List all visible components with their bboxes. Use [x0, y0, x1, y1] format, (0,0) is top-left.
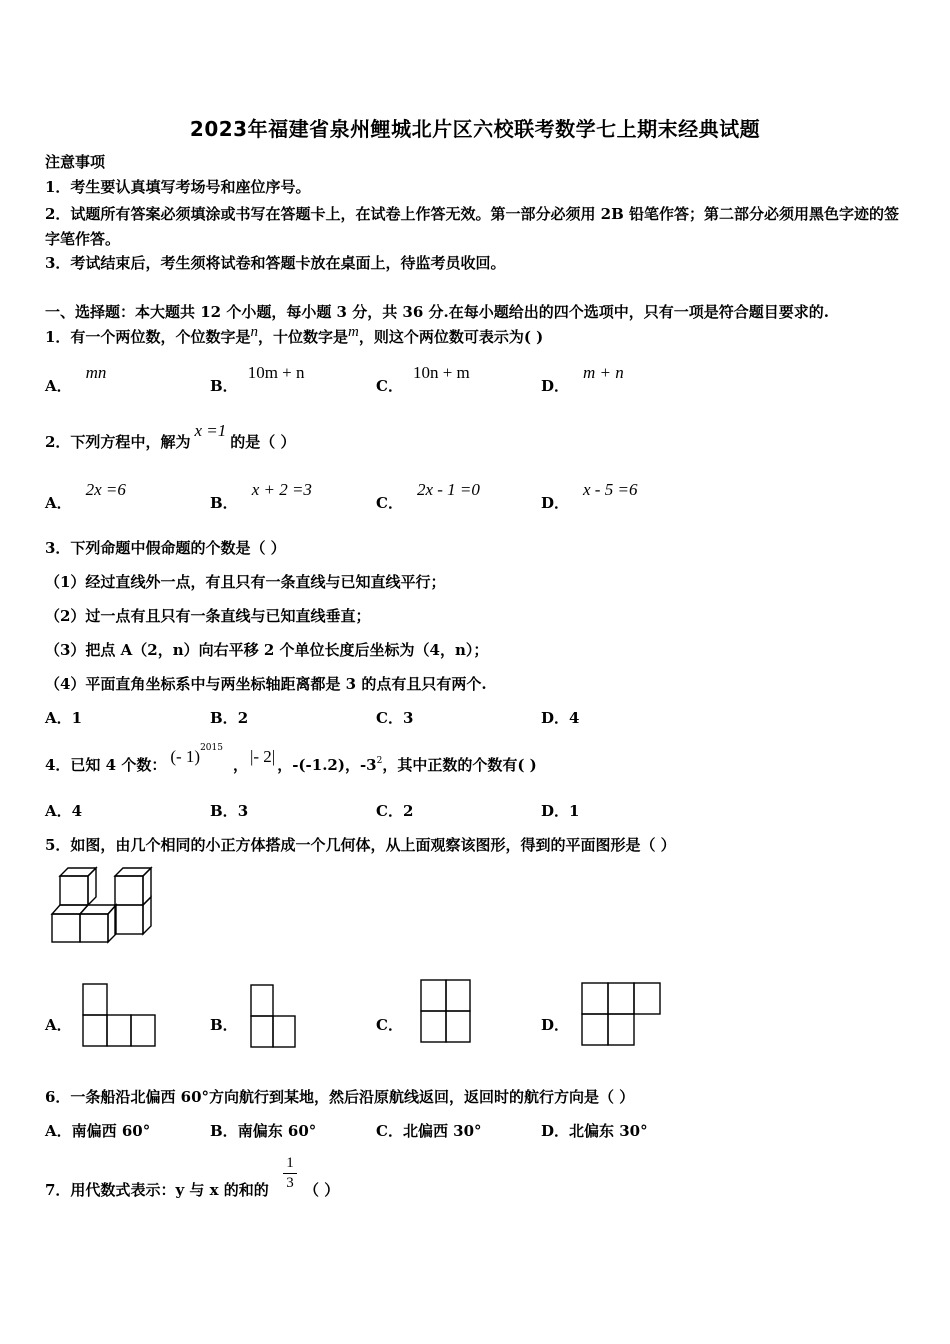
- fraction-denominator: 3: [286, 1175, 294, 1191]
- q4-expr-abs: |- 2|: [249, 747, 276, 766]
- section-heading: 一、选择题：本大题共 12 个小题，每小题 3 分，共 36 分.在每小题给出的四个选项中，只有一项是符合题目要求的.: [45, 303, 829, 321]
- option-value: 2: [237, 709, 249, 727]
- q6-option-a[interactable]: [45, 1121, 150, 1141]
- question-6-stem: 6．一条船沿北偏西 60°方向航行到某地，然后沿原航线返回，返回时的航行方向是（ ）: [45, 1088, 635, 1106]
- q4-exponent: 2015: [200, 743, 223, 753]
- question-3-stem: 3．下列命题中假命题的个数是（ ）: [45, 539, 286, 557]
- option-expr: 10m + n: [247, 363, 305, 382]
- option-label: B．: [210, 709, 238, 727]
- option-label: B．: [210, 1016, 238, 1034]
- option-label: B．: [210, 802, 238, 820]
- notice-heading: 注意事项: [45, 153, 106, 171]
- q5-option-d[interactable]: [541, 1015, 569, 1035]
- option-label: D．: [541, 1016, 570, 1034]
- q3-option-b[interactable]: [210, 708, 248, 728]
- option-label: C．: [376, 494, 403, 512]
- option-expr: 2x - 1 =0: [416, 480, 480, 499]
- q1-text-c: ，则这个两位数可表示为( ): [358, 328, 544, 346]
- notice-item-1: 1．考生要认真填写考场号和座位序号。: [45, 178, 311, 196]
- q7-blank: （ ）: [304, 1181, 340, 1199]
- q2-option-b[interactable]: [210, 479, 312, 512]
- option-label: D．: [541, 709, 570, 727]
- q1-option-d[interactable]: [541, 362, 624, 395]
- q4-square: 2: [376, 756, 383, 766]
- q5-option-c[interactable]: [376, 1015, 403, 1035]
- q6-option-d[interactable]: [541, 1121, 648, 1141]
- q3-option-d[interactable]: [541, 708, 579, 728]
- q4-option-a[interactable]: [45, 801, 82, 821]
- option-label: A．: [45, 1122, 72, 1140]
- option-label: B．: [210, 1122, 238, 1140]
- option-label: C．: [376, 1122, 403, 1140]
- option-label: A．: [45, 802, 72, 820]
- option-label: A．: [45, 709, 72, 727]
- q3-item-3: （3）把点 A（2，n）向右平移 2 个单位长度后坐标为（4，n）；: [45, 641, 489, 659]
- option-value: 北偏东 30°: [569, 1122, 648, 1140]
- option-expr: 10n + m: [412, 363, 470, 382]
- option-value: 1: [569, 802, 580, 820]
- q5-option-b[interactable]: [210, 1015, 238, 1035]
- notice-item-2: 2．试题所有答案必须填涂或书写在答题卡上，在试卷上作答无效。第一部分必须用 2B 铅笔作答；第二部分必须用黑色字迹的签字笔作答。: [45, 205, 900, 248]
- q1-text-b: ，十位数字是: [257, 328, 348, 346]
- q5-option-d-figure: [580, 981, 664, 1047]
- page-title: 2023年福建省泉州鲤城北片区六校联考数学七上期末经典试题: [189, 117, 761, 141]
- option-expr: m + n: [583, 363, 624, 382]
- q1-var-n: n: [250, 324, 258, 340]
- q1-var-m: m: [347, 324, 359, 340]
- option-expr: x + 2 =3: [251, 480, 312, 499]
- option-value: 4: [71, 802, 83, 820]
- question-7-stem: [45, 1180, 269, 1200]
- option-value: 3: [237, 802, 249, 820]
- q2-text-a: 2．下列方程中，解为: [45, 433, 191, 451]
- option-expr: mn: [85, 363, 107, 382]
- option-value: 南偏西 60°: [71, 1122, 151, 1140]
- q4-option-b[interactable]: [210, 801, 248, 821]
- option-value: 2: [402, 802, 414, 820]
- q7-fraction: [283, 1155, 297, 1192]
- option-label: C．: [376, 802, 403, 820]
- option-value: 南偏东 60°: [237, 1122, 317, 1140]
- cube-stack-figure: [46, 864, 158, 946]
- option-label: A．: [45, 1016, 72, 1034]
- q5-option-a-figure: [82, 982, 158, 1048]
- option-label: A．: [45, 494, 72, 512]
- option-label: D．: [541, 802, 570, 820]
- fraction-numerator: 1: [286, 1155, 294, 1171]
- q2-option-d[interactable]: [541, 479, 638, 512]
- option-value: 北偏西 30°: [402, 1122, 482, 1140]
- q4-text-b: ，-(-1.2)，-3: [277, 756, 377, 774]
- q3-option-c[interactable]: [376, 708, 413, 728]
- q1-option-c[interactable]: [376, 362, 470, 395]
- q5-option-a[interactable]: [45, 1015, 72, 1035]
- notice-item-3: 3．考试结束后，考生须将试卷和答题卡放在桌面上，待监考员收回。: [45, 254, 506, 272]
- option-value: 4: [569, 709, 580, 727]
- q6-option-c[interactable]: [376, 1121, 482, 1141]
- option-expr: 2x =6: [85, 480, 126, 499]
- option-label: C．: [376, 709, 403, 727]
- q2-text-b: 的是（ ）: [230, 433, 296, 451]
- q4-option-d[interactable]: [541, 801, 579, 821]
- q3-item-4: （4）平面直角坐标系中与两坐标轴距离都是 3 的点有且只有两个.: [45, 675, 487, 693]
- option-label: D．: [541, 494, 570, 512]
- q1-option-b[interactable]: [210, 362, 305, 395]
- option-value: 3: [402, 709, 414, 727]
- option-label: C．: [376, 1016, 403, 1034]
- option-label: A．: [45, 377, 72, 395]
- option-label: B．: [210, 494, 238, 512]
- question-1-stem: [45, 324, 544, 348]
- option-label: D．: [541, 377, 570, 395]
- q1-option-a[interactable]: [45, 362, 107, 395]
- option-label: C．: [376, 377, 403, 395]
- q4-option-c[interactable]: [376, 801, 413, 821]
- q5-option-b-figure: [250, 983, 298, 1049]
- q6-option-b[interactable]: [210, 1121, 316, 1141]
- q1-text-a: 1．有一个两位数，个位数字是: [45, 328, 251, 346]
- q2-expr: x =1: [194, 421, 227, 440]
- option-value: 1: [71, 709, 83, 727]
- option-label: B．: [210, 377, 238, 395]
- q3-item-1: （1）经过直线外一点，有且只有一条直线与已知直线平行；: [45, 573, 446, 591]
- q5-option-c-figure: [419, 978, 473, 1044]
- option-expr: x - 5 =6: [583, 480, 638, 499]
- q4-text-c: ，其中正数的个数有( ): [382, 756, 537, 774]
- q2-option-c[interactable]: [376, 479, 480, 512]
- q4-expr-power: (- 1): [170, 747, 201, 766]
- q3-option-a[interactable]: [45, 708, 82, 728]
- question-5-stem: 5．如图，由几个相同的小正方体搭成一个几何体，从上面观察该图形，得到的平面图形是（ ）: [45, 836, 676, 854]
- q4-sep: ，: [232, 756, 248, 774]
- q7-text-a: 7．用代数式表示：y 与 x 的和的: [45, 1181, 269, 1199]
- fraction-bar: [283, 1173, 297, 1174]
- option-label: D．: [541, 1122, 570, 1140]
- question-2-stem: [45, 421, 296, 452]
- q4-text-a: 4．已知 4 个数：: [45, 756, 167, 774]
- question-4-stem: [45, 743, 537, 778]
- q2-option-a[interactable]: [45, 479, 126, 512]
- q3-item-2: （2）过一点有且只有一条直线与已知直线垂直；: [45, 607, 371, 625]
